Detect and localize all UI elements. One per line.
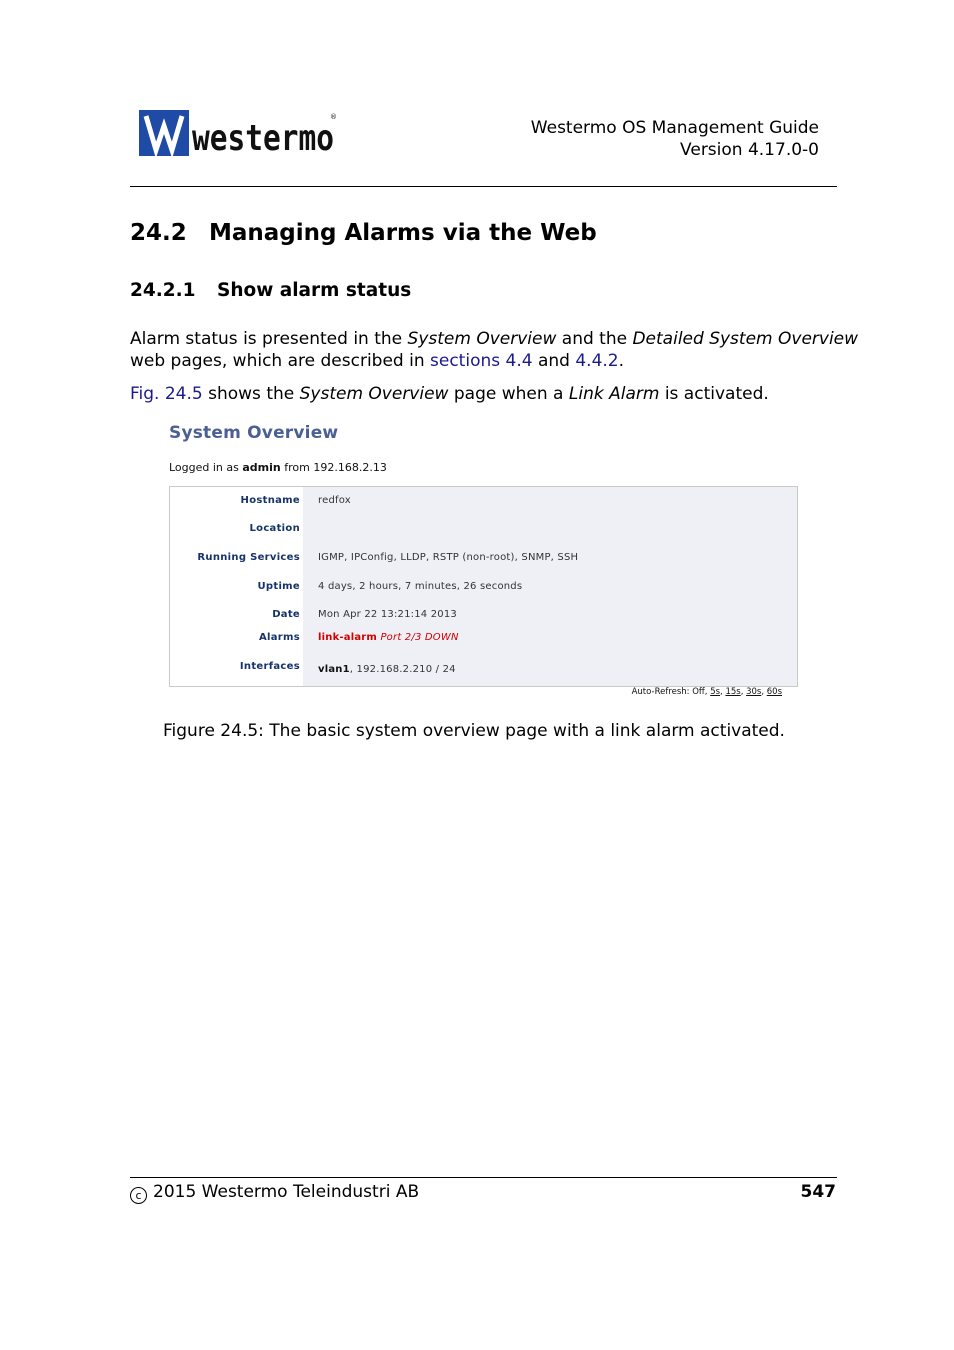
row-value: IGMP, IPConfig, LLDP, RSTP (non-root), SNMP, SSH xyxy=(318,552,579,563)
text: page when a xyxy=(448,384,569,404)
row-value xyxy=(318,632,459,643)
figure-caption: Figure 24.5: The basic system overview page with a link alarm activated. xyxy=(163,721,785,741)
row-date xyxy=(170,609,797,623)
row-label: Hostname xyxy=(240,495,300,506)
auto-refresh-controls: Auto-Refresh: Off, 5s, 15s, 30s, 60s xyxy=(631,687,782,697)
paragraph-alarm-status xyxy=(130,328,870,372)
page-number: 547 xyxy=(800,1182,836,1202)
section-number: 24.2 xyxy=(130,220,187,246)
refresh-5s[interactable]: 5s xyxy=(710,687,721,697)
section-title: Managing Alarms via the Web xyxy=(209,220,597,246)
copyright-text: 2015 Westermo Teleindustri AB xyxy=(153,1182,420,1202)
login-user: admin xyxy=(242,461,281,474)
row-value: 4 days, 2 hours, 7 minutes, 26 seconds xyxy=(318,581,523,592)
footer-copyright xyxy=(130,1182,419,1204)
row-label: Interfaces xyxy=(239,661,300,672)
paragraph-figure-ref xyxy=(130,383,870,405)
text: web pages, which are described in xyxy=(130,351,431,371)
westermo-logo xyxy=(139,110,339,158)
subsection-heading xyxy=(130,280,411,301)
refresh-30s[interactable]: 30s xyxy=(746,687,762,697)
refresh-15s[interactable]: 15s xyxy=(725,687,741,697)
text: shows the xyxy=(202,384,300,404)
copyright-icon: c xyxy=(130,1187,147,1204)
row-label: Alarms xyxy=(258,632,300,643)
emphasis: Detailed System Overview xyxy=(632,329,859,349)
emphasis: System Overview xyxy=(299,384,449,404)
footer-divider xyxy=(130,1177,837,1178)
auto-refresh-label: Auto-Refresh: Off, xyxy=(631,687,711,697)
emphasis: System Overview xyxy=(407,329,557,349)
row-uptime xyxy=(170,581,797,595)
text: and xyxy=(532,351,576,371)
row-running-services xyxy=(170,552,797,566)
row-interfaces xyxy=(170,661,797,675)
alarm-name[interactable]: link-alarm xyxy=(318,632,378,643)
interface-address: , 192.168.2.210 / 24 xyxy=(349,664,456,675)
sections-link[interactable]: sections 4.4 xyxy=(430,351,533,371)
row-label: Location xyxy=(249,523,300,534)
row-label: Uptime xyxy=(257,581,300,592)
login-info xyxy=(169,461,387,474)
figure-page-title: System Overview xyxy=(169,423,339,443)
text: is activated. xyxy=(659,384,769,404)
subsection-number: 24.2.1 xyxy=(130,280,196,301)
text: and the xyxy=(556,329,633,349)
section-4-4-2-link[interactable]: 4.4.2 xyxy=(575,351,619,371)
header-divider xyxy=(130,186,837,187)
system-overview-screenshot xyxy=(169,420,799,702)
text: Alarm status is presented in the xyxy=(130,329,408,349)
svg-text:®: ® xyxy=(330,113,337,121)
header-doc-info xyxy=(531,117,819,161)
row-label: Running Services xyxy=(197,552,300,563)
row-value: redfox xyxy=(318,495,351,506)
doc-version: Version 4.17.0-0 xyxy=(680,140,819,160)
row-location xyxy=(170,523,797,537)
doc-title: Westermo OS Management Guide xyxy=(530,118,819,138)
alarm-description: Port 2/3 DOWN xyxy=(380,632,459,643)
text: . xyxy=(618,351,625,371)
figure-link[interactable]: Fig. 24.5 xyxy=(130,384,203,404)
login-suffix: from 192.168.2.13 xyxy=(280,461,387,474)
subsection-title: Show alarm status xyxy=(217,280,412,301)
row-hostname xyxy=(170,495,797,509)
section-heading xyxy=(130,220,597,246)
emphasis: Link Alarm xyxy=(568,384,660,404)
refresh-60s[interactable]: 60s xyxy=(766,687,782,697)
row-alarms xyxy=(170,632,797,646)
row-label: Date xyxy=(272,609,300,620)
login-prefix: Logged in as xyxy=(169,461,243,474)
logo-wordmark: westermo xyxy=(192,118,334,158)
row-value: Mon Apr 22 13:21:14 2013 xyxy=(318,609,457,620)
row-value xyxy=(318,664,456,675)
interface-name[interactable]: vlan1 xyxy=(318,664,350,675)
overview-table xyxy=(169,486,798,687)
